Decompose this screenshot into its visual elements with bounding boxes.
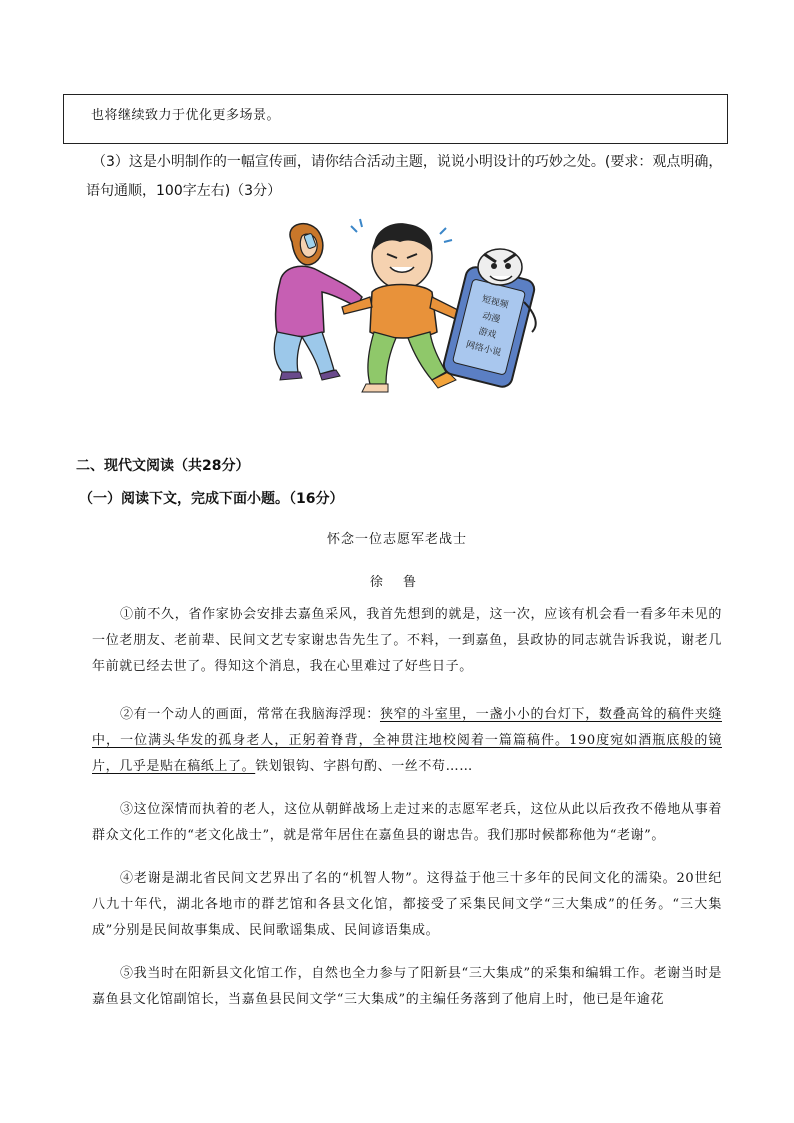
paragraph-4-text: ④老谢是湖北省民间文艺界出了名的“机智人物”。这得益于他三十多年的民间文化的濡染。20世纪八九十年代，湖北各地市的群艺馆和各县文化馆，都接受了采集民间文学“三大集成”的任务。“三大集成”分别是民间故事集成、民间歌谣集成、民间谚语集成。 bbox=[92, 871, 722, 938]
article-author: 徐 鲁 bbox=[369, 575, 425, 590]
article-paragraph-1 bbox=[92, 602, 722, 680]
article-paragraph-2 bbox=[92, 702, 722, 780]
answer-box-text: 也将继续致力于优化更多场景。 bbox=[91, 108, 281, 123]
phone-monster bbox=[442, 249, 537, 389]
question-3-line-2: 语句通顺，100字左右)（3分） bbox=[86, 183, 282, 199]
paragraph-2-post: 铁划银钩、字斟句酌、一丝不苟…… bbox=[255, 759, 473, 774]
article-paragraph-4 bbox=[92, 866, 722, 944]
answer-box bbox=[63, 94, 728, 144]
paragraph-2-underlined: 狭窄的斗室里，一盏小小的台灯下，数叠高耸的稿件夹缝中，一位满头华发的孤身老人，正躬着脊背，全神贯注地校阅着一篇篇稿件。190度宛如酒瓶底般的镜片，几乎是贴在稿纸上了。 bbox=[92, 707, 722, 774]
question-3-line-1: （3）这是小明制作的一幅宣传画，请你结合活动主题，说说小明设计的巧妙之处。(要求：观点明确， bbox=[92, 154, 723, 170]
section-2-subheading: （一）阅读下文，完成下面小题。（16分） bbox=[79, 491, 344, 507]
paragraph-2-pre: ②有一个动人的画面，常常在我脑海浮现： bbox=[120, 707, 380, 722]
question-3 bbox=[86, 148, 732, 206]
paragraph-5-text: ⑤我当时在阳新县文化馆工作，自然也全力参与了阳新县“三大集成”的采集和编辑工作。老谢当时是嘉鱼县文化馆副馆长，当嘉鱼县民间文学“三大集成”的主编任务落到了他肩上时，他已是年逾花 bbox=[92, 966, 722, 1007]
woman-figure bbox=[274, 224, 362, 380]
phone-label-1: 短视频 bbox=[480, 294, 510, 311]
article-paragraph-3 bbox=[92, 797, 722, 849]
phone-label-4: 网络小说 bbox=[464, 340, 503, 359]
propaganda-cartoon bbox=[262, 212, 552, 402]
article-paragraph-5 bbox=[92, 961, 722, 1013]
article-title: 怀念一位志愿军老战士 bbox=[326, 532, 467, 547]
paragraph-3-text: ③这位深情而执着的老人，这位从朝鲜战场上走过来的志愿军老兵，这位从此以后孜孜不倦地从事着群众文化工作的“老文化战士”，就是常年居住在嘉鱼县的谢忠告。我们那时候都称他为“老谢”。 bbox=[92, 802, 722, 843]
section-2-heading: 二、现代文阅读（共28分） bbox=[76, 458, 250, 474]
phone-label-2: 动漫 bbox=[481, 311, 502, 326]
paragraph-1-text: ①前不久，省作家协会安排去嘉鱼采风，我首先想到的就是，这一次，应该有机会看一看多年未见的一位老朋友、老前辈、民间文艺专家谢忠告先生了。不料，一到嘉鱼，县政协的同志就告诉我说，谢老几年前就已经去世了。得知这个消息，我在心里难过了好些日子。 bbox=[92, 607, 722, 674]
phone-label-3: 游戏 bbox=[477, 326, 498, 341]
